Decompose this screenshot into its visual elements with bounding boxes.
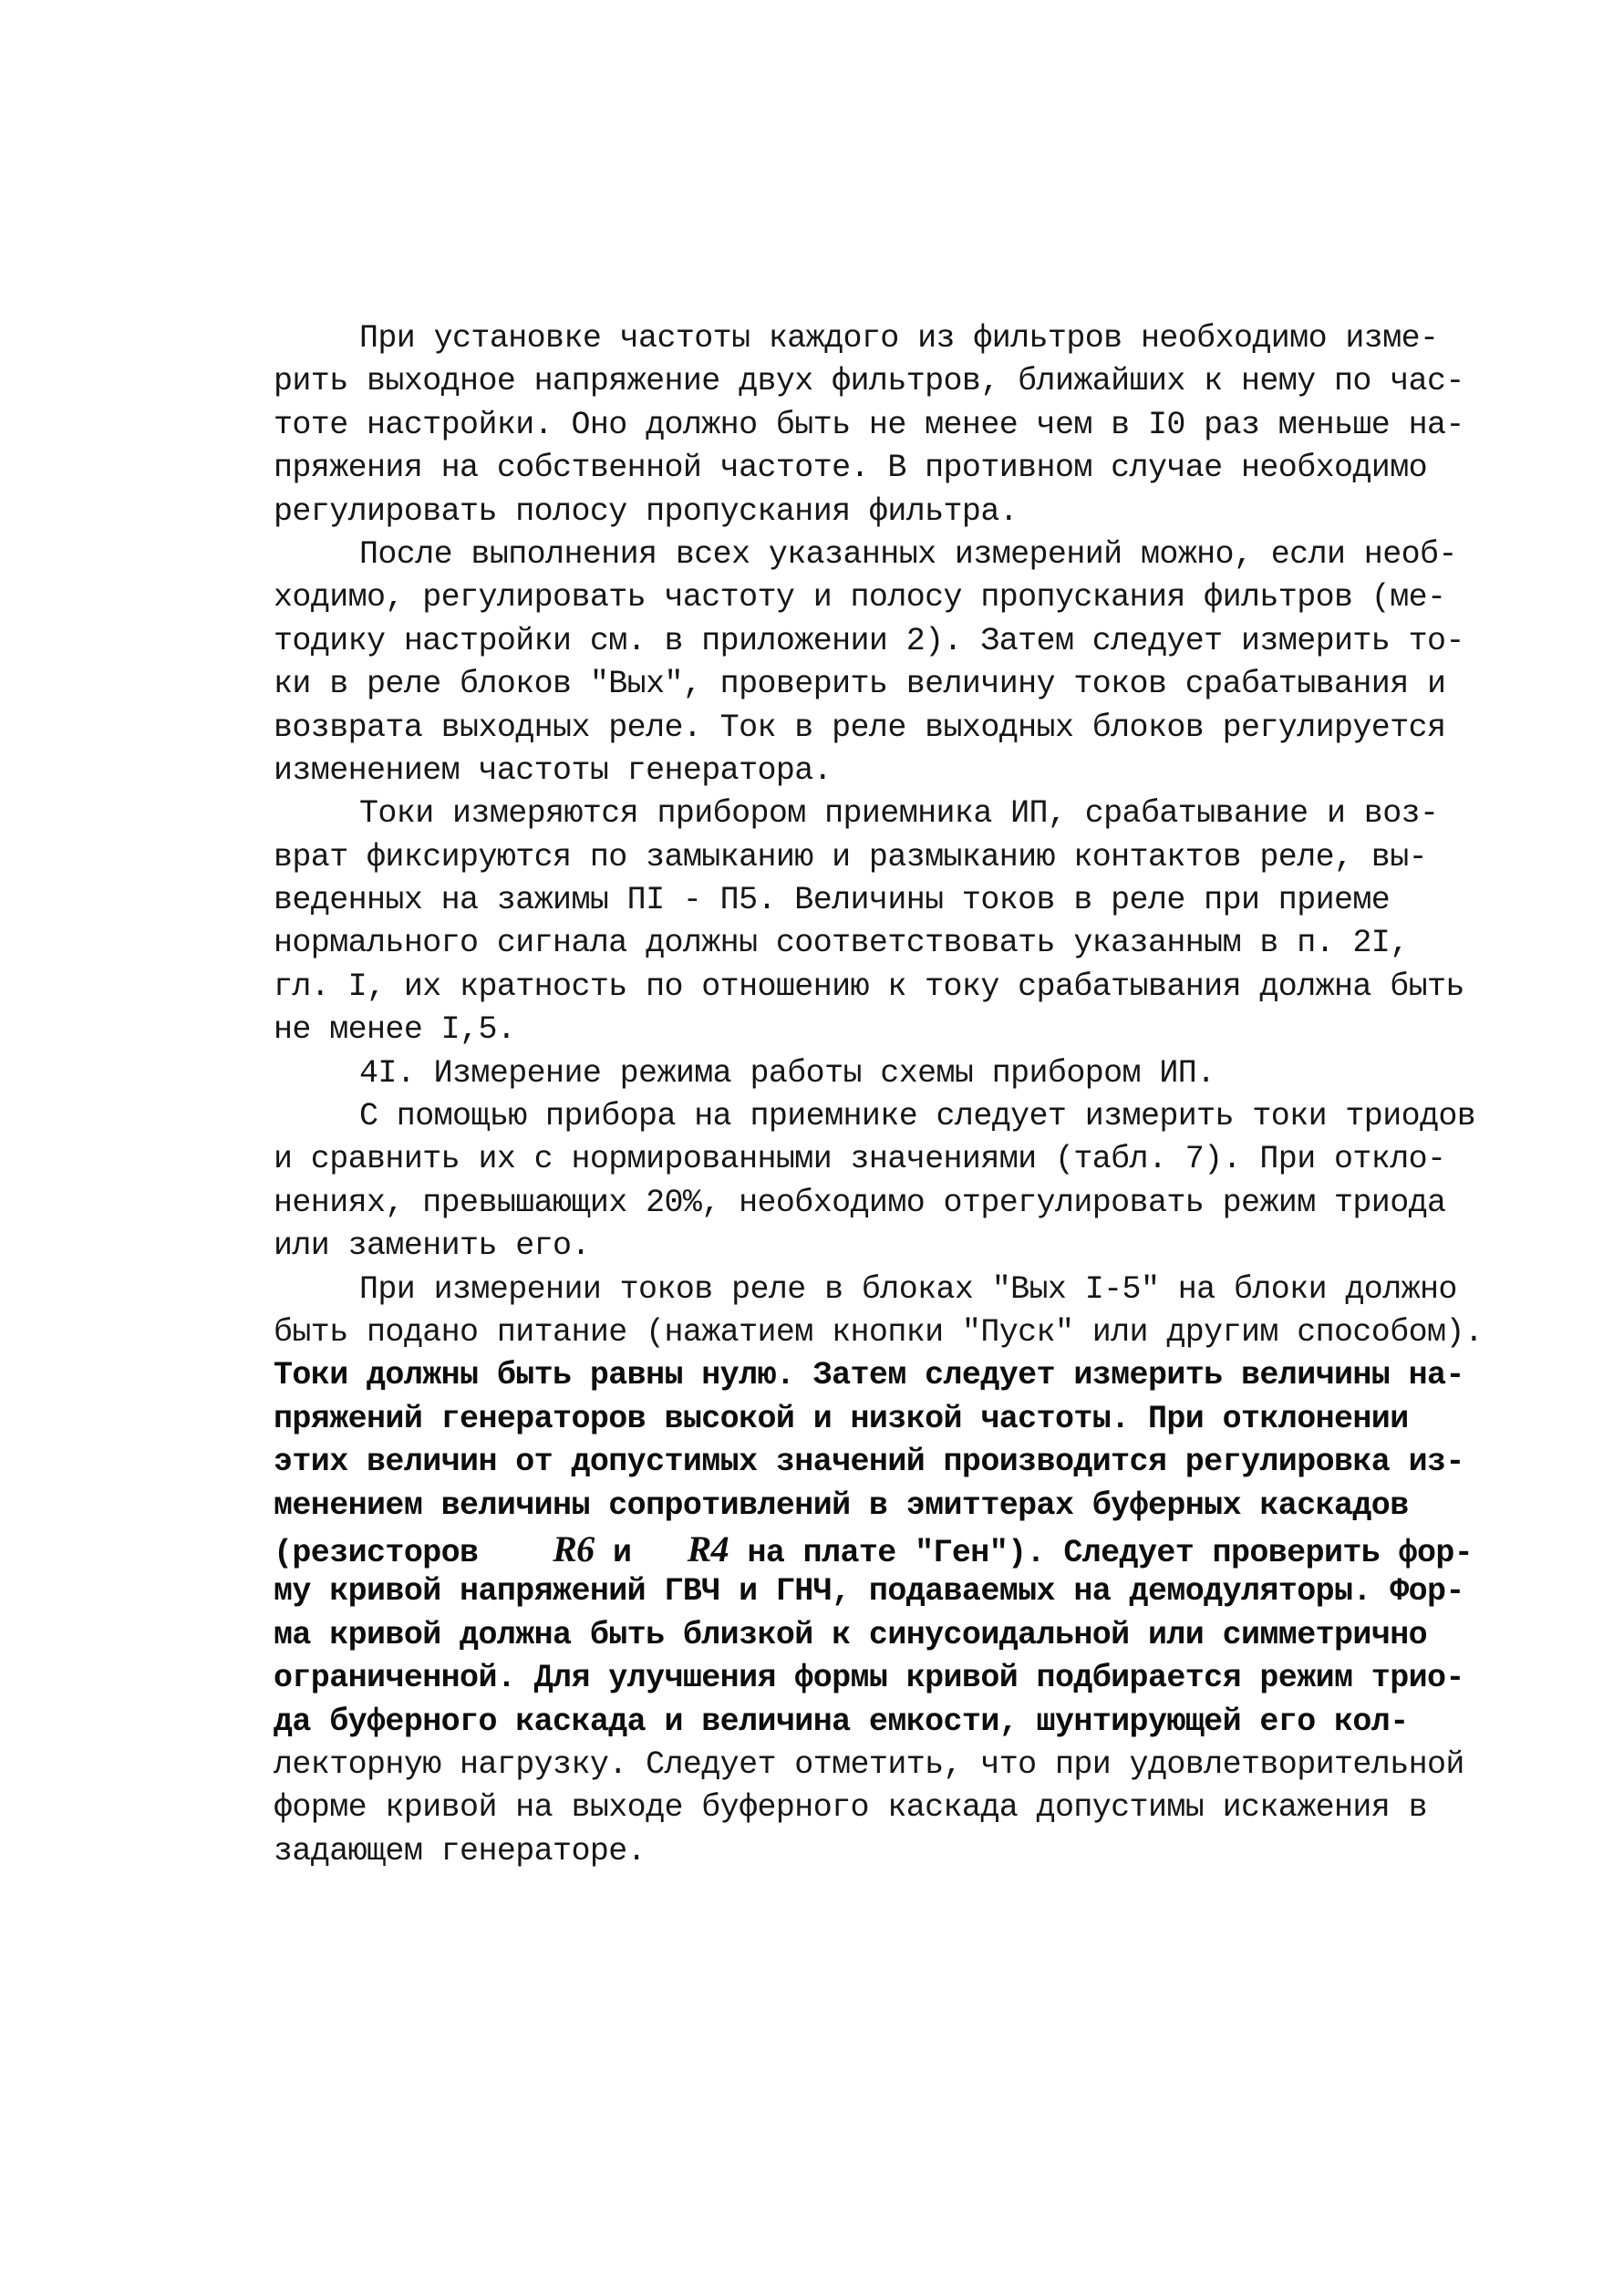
text-line: форме кривой на выходе буферного каскада допустимы искажения в — [274, 1789, 1428, 1827]
text-line: ограниченной. Для улучшения формы кривой подбирается режим трио- — [274, 1660, 1464, 1697]
text-line: и сравнить их с нормированными значениями (табл. 7). При откло- — [274, 1141, 1446, 1178]
text-line: ки в реле блоков "Вых", проверить величину токов срабатывания и — [274, 666, 1446, 703]
text-line: или заменить его. — [274, 1227, 590, 1265]
text-line: врат фиксируются по замыканию и размыканию контактов реле, вы- — [274, 838, 1428, 875]
text-line: быть подано питание (нажатием кнопки "Пуск" или другим способом). — [274, 1313, 1484, 1351]
paragraph — [274, 1095, 1476, 1269]
paragraph — [274, 792, 1464, 1051]
resistor-label-r6: R6 — [553, 1528, 595, 1569]
text-line: нениях, превышающих 20%, необходимо отрегулировать режим триода — [274, 1184, 1446, 1221]
text-line: регулировать полосу пропускания фильтра. — [274, 492, 1019, 530]
text-line: ма кривой должна быть близкой к синусоидальной или симметрично — [274, 1616, 1428, 1653]
text-line: этих величин от допустимых значений производится регулировка из- — [274, 1444, 1464, 1481]
text-line: тодику настройки см. в приложении 2). Затем следует измерить то- — [274, 622, 1464, 659]
text-line: пряжений генераторов высокой и низкой частоты. При отклонении — [274, 1400, 1409, 1437]
text-line: пряжения на собственной частоте. В противном случае необходимо — [274, 450, 1428, 487]
text-fragment: и — [594, 1534, 650, 1571]
text-line: не менее I,5. — [274, 1011, 516, 1049]
text-line: При измерении токов реле в блоках "Вых I-5" на блоки должно — [359, 1270, 1457, 1308]
section-heading — [274, 1052, 1459, 1095]
text-line: гл. I, их кратность по отношению к току срабатывания должна быть — [274, 968, 1464, 1005]
text-fragment: на плате "Ген"). Следует проверить фор- — [729, 1534, 1474, 1571]
text-line: задающем генераторе. — [274, 1832, 646, 1870]
text-line: веденных на зажимы ПI - П5. Величины токов в реле при приеме — [274, 882, 1391, 919]
text-line: лекторную нагрузку. Следует отметить, что при удовлетворительной — [274, 1745, 1464, 1783]
text-line: нормального сигнала должны соответствовать указанным в п. 2I, — [274, 925, 1409, 962]
text-line-resistors — [274, 1528, 1474, 1571]
text-line: ходимо, регулировать частоту и полосу пропускания фильтров (ме- — [274, 579, 1446, 616]
paragraph — [274, 533, 1464, 792]
document-text — [274, 317, 1484, 1873]
paragraph — [274, 1269, 1484, 1873]
text-line: возврата выходных реле. Ток в реле выходных блоков регулируется — [274, 709, 1446, 746]
text-line: рить выходное напряжение двух фильтров, ближайших к нему по час- — [274, 363, 1464, 400]
text-line: С помощью прибора на приемнике следует измерить токи триодов — [359, 1098, 1476, 1135]
text-line: При установке частоты каждого из фильтров необходимо изме- — [359, 320, 1439, 357]
text-line: 4I. Измерение режима работы схемы прибором ИП. — [359, 1054, 1215, 1092]
text-line: му кривой напряжений ГВЧ и ГНЧ, подаваемых на демодуляторы. Фор- — [274, 1573, 1464, 1611]
text-line: Токи должны быть равны нулю. Затем следует измерить величины на- — [274, 1357, 1464, 1394]
text-line: Токи измеряются прибором приемника ИП, срабатывание и воз- — [359, 795, 1439, 833]
text-fragment: (резисторов — [274, 1534, 497, 1571]
text-line: да буферного каскада и величина емкости, шунтирующей его кол- — [274, 1703, 1409, 1740]
text-line: изменением частоты генератора. — [274, 751, 833, 789]
paragraph — [274, 317, 1464, 533]
text-line: тоте настройки. Оно должно быть не менее чем в I0 раз меньше на- — [274, 406, 1464, 443]
resistor-label-r4: R4 — [687, 1528, 729, 1569]
text-line: менением величины сопротивлений в эмиттерах буферных каскадов — [274, 1486, 1409, 1524]
text-line: После выполнения всех указанных измерений можно, если необ- — [359, 535, 1457, 573]
